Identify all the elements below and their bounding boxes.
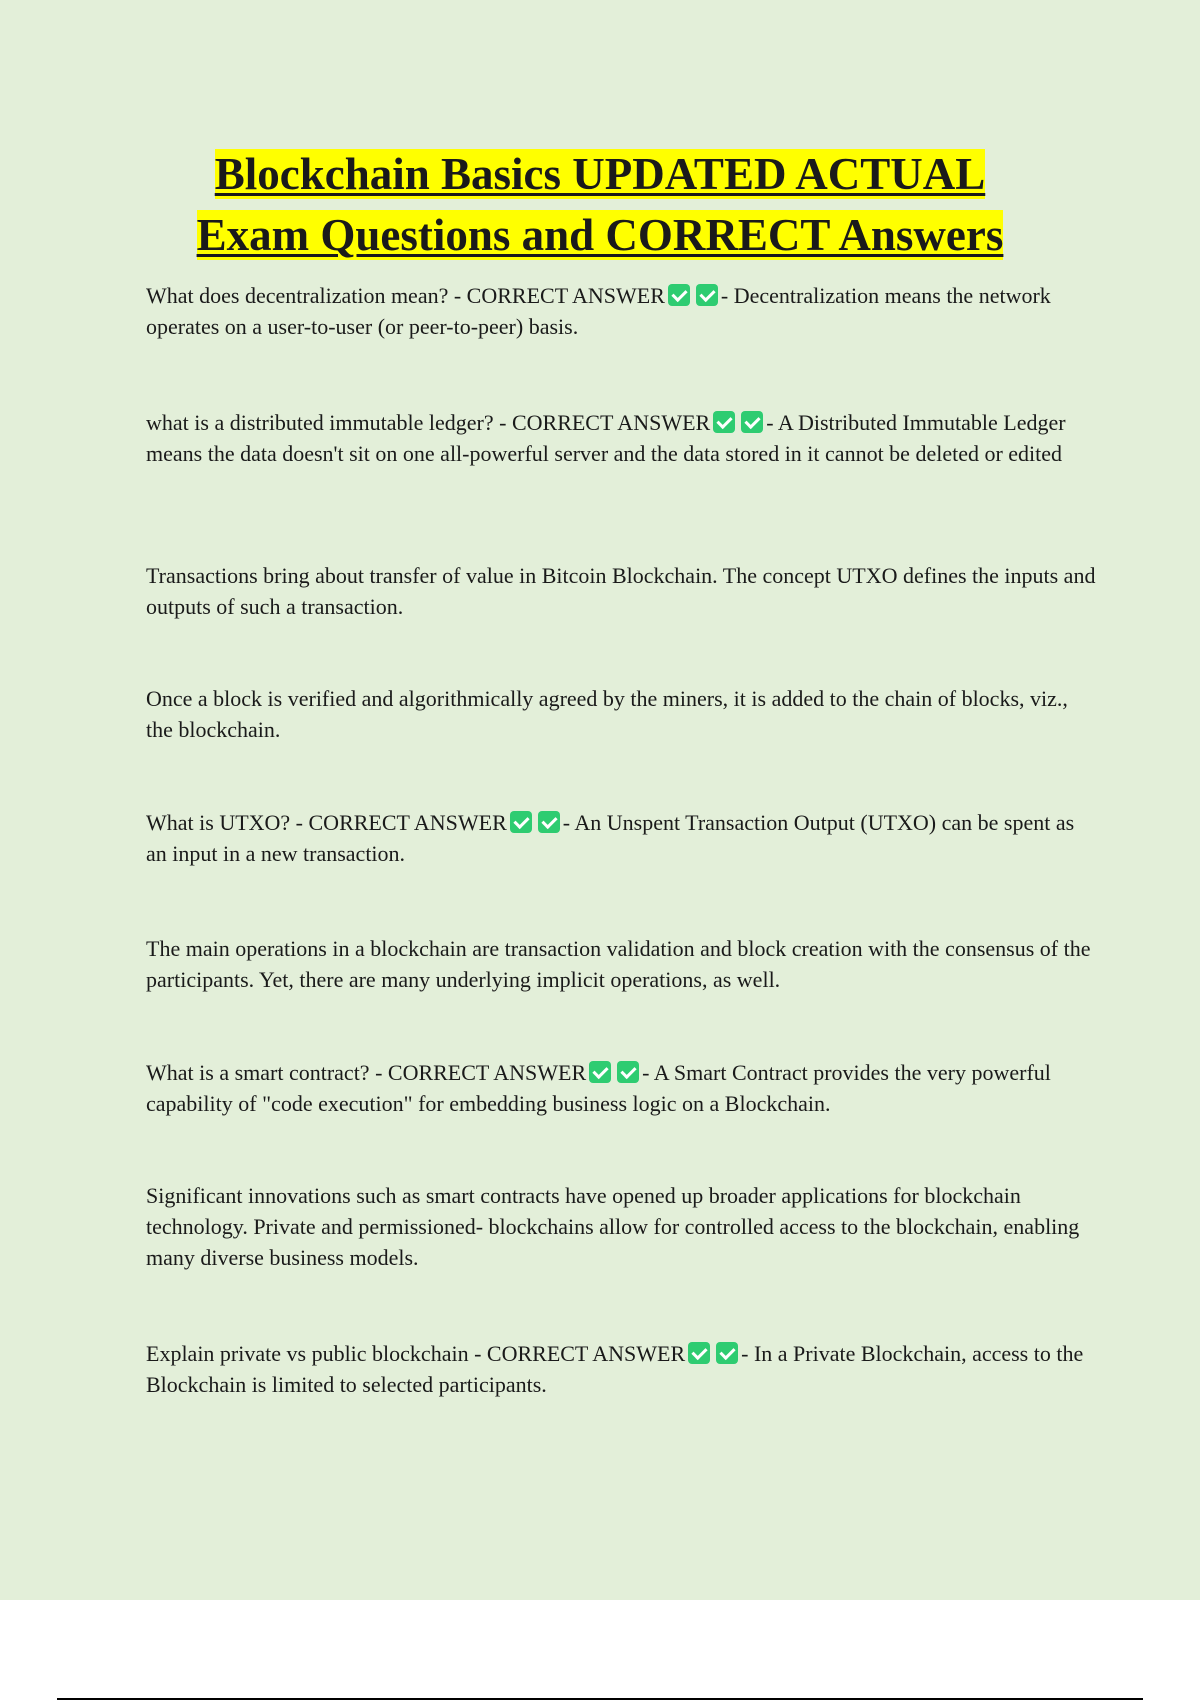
check-mark-icon bbox=[688, 1342, 710, 1364]
title-line-1: Blockchain Basics UPDATED ACTUAL bbox=[214, 149, 986, 199]
qa-entry bbox=[146, 807, 1096, 869]
question-text: What does decentralization mean? - CORRECT ANSWER bbox=[146, 283, 665, 308]
check-mark-icon bbox=[668, 284, 690, 306]
question-text: What is UTXO? - CORRECT ANSWER bbox=[146, 810, 507, 835]
question-text: What is a smart contract? - CORRECT ANSWER bbox=[146, 1060, 587, 1085]
answer-text: - A Smart Contract provides the very powerful capability of "code execution" for embedding business logic on a Blockchain. bbox=[146, 1060, 1051, 1116]
answer-text: - A Distributed Immutable Ledger means the data doesn't sit on one all-powerful server and the data stored in it cannot be deleted or edited bbox=[146, 410, 1066, 466]
qa-entry bbox=[146, 1338, 1096, 1400]
check-mark-icon bbox=[716, 1342, 738, 1364]
title-line-2: Exam Questions and CORRECT Answers bbox=[196, 210, 1004, 260]
paragraph: The main operations in a blockchain are transaction validation and block creation with the consensus of the participants. Yet, there are many underlying implicit operations, as well. bbox=[146, 936, 1091, 992]
check-mark-icon bbox=[538, 811, 560, 833]
page-title bbox=[0, 144, 1200, 266]
check-mark-icon bbox=[510, 811, 532, 833]
check-mark-icon bbox=[589, 1061, 611, 1083]
check-mark-icon bbox=[696, 284, 718, 306]
question-text: Explain private vs public blockchain - CORRECT ANSWER bbox=[146, 1341, 686, 1366]
answer-text: - An Unspent Transaction Output (UTXO) can be spent as an input in a new transaction. bbox=[146, 810, 1075, 866]
check-mark-icon bbox=[617, 1061, 639, 1083]
paragraph: Transactions bring about transfer of value in Bitcoin Blockchain. The concept UTXO defines the inputs and outputs of such a transaction. bbox=[146, 563, 1096, 619]
qa-entry bbox=[146, 280, 1096, 342]
qa-entry bbox=[146, 407, 1096, 469]
check-mark-icon bbox=[741, 411, 763, 433]
qa-entry bbox=[146, 1057, 1096, 1119]
paragraph: Once a block is verified and algorithmically agreed by the miners, it is added to the chain of blocks, viz., the blockchain. bbox=[146, 686, 1068, 742]
paragraph: Significant innovations such as smart contracts have opened up broader applications for blockchain technology. Private and permissioned- blockchains allow for controlled access to the blockchain, enabling many diverse business models. bbox=[146, 1183, 1080, 1270]
check-mark-icon bbox=[713, 411, 735, 433]
answer-text: - In a Private Blockchain, access to the Blockchain is limited to selected participants. bbox=[146, 1341, 1084, 1397]
question-text: what is a distributed immutable ledger? - CORRECT ANSWER bbox=[146, 410, 711, 435]
answer-text: - Decentralization means the network operates on a user-to-user (or peer-to-peer) basis. bbox=[146, 283, 1051, 339]
